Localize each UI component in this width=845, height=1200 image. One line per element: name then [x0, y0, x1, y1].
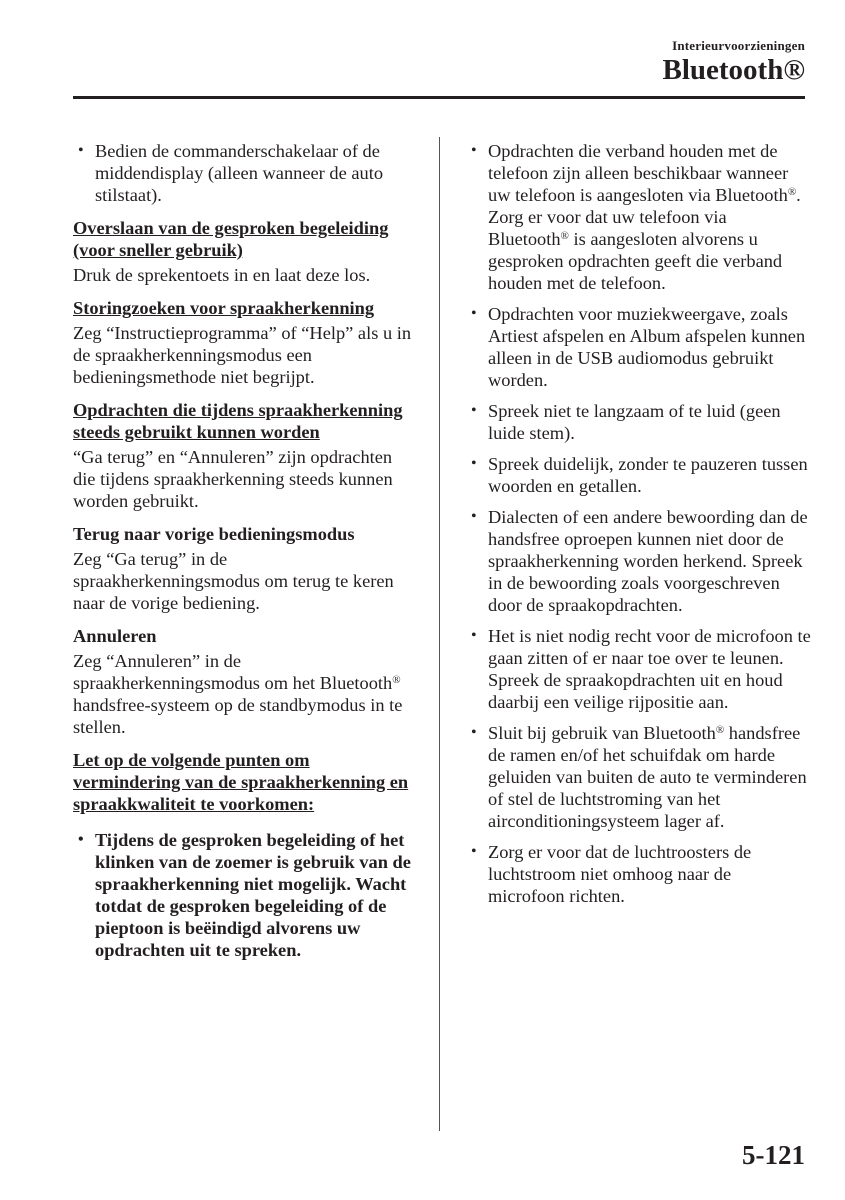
bullet-text: Tijdens de gesproken begeleiding of het klinken van de zoemer is gebruik van de spraakherkenning niet mogelijk. Wacht totdat de gesproken begeleiding of de pieptoon is beëindigd alvorens uw opdrachten uit te spreken.	[95, 830, 411, 960]
heading-troubleshooting: Storingzoeken voor spraakherkenning	[73, 298, 375, 318]
heading-cancel: Annuleren	[73, 626, 157, 646]
bullet-text: Opdrachten voor muziekweergave, zoals Artiest afspelen en Album afspelen kunnen alleen in de USB audiomodus gebruikt worden.	[488, 304, 806, 390]
list-item	[466, 400, 811, 444]
paragraph-skip-guidance: Druk de sprekentoets in en laat deze los.	[73, 265, 371, 285]
bullet-icon: •	[471, 402, 477, 419]
paragraph-always-commands: “Ga terug” en “Annuleren” zijn opdrachten die tijdens spraakherkenning steeds kunnen worden gebruikt.	[73, 447, 393, 511]
bullet-text: Zorg er voor dat de luchtroosters de luchtstroom niet omhoog naar de microfoon richten.	[488, 842, 752, 906]
bullet-icon: •	[471, 627, 477, 644]
bullet-text: Spreek duidelijk, zonder te pauzeren tussen woorden en getallen.	[488, 454, 808, 496]
bullet-text: Het is niet nodig recht voor de microfoon te gaan zitten of er naar toe over te leunen. Spreek de spraakopdrachten uit en houd daarbij een veilige rijpositie aan.	[488, 626, 811, 712]
page-title: Bluetooth®	[662, 54, 805, 86]
section-title: Interieurvoorzieningen	[672, 38, 805, 53]
paragraph-go-back: Zeg “Ga terug” in de spraakherkenningsmodus om terug te keren naar de vorige bediening.	[73, 549, 394, 613]
bullet-icon: •	[471, 305, 477, 322]
list-item	[466, 506, 811, 616]
list-item	[73, 829, 418, 961]
list-item	[466, 303, 811, 391]
list-item	[466, 625, 811, 713]
left-column	[73, 140, 418, 970]
list-item	[466, 722, 811, 832]
paragraph-troubleshooting: Zeg “Instructieprogramma” of “Help” als u in de spraakherkenningsmodus een bedieningsmethode niet begrijpt.	[73, 323, 412, 387]
bullet-text: Dialecten of een andere bewoording dan de handsfree oproepen kunnen niet door de spraakherkenning worden herkend. Spreek in de bewoording zoals voorgeschreven door de spraakopdrachten.	[488, 507, 808, 615]
bullet-text: Sluit bij gebruik van Bluetooth® handsfree de ramen en/of het schuifdak om harde geluiden van buiten de auto te verminderen of stel de luchtstroming van het airconditioningsysteem lager af.	[488, 723, 807, 831]
list-item	[466, 453, 811, 497]
page-number: 5-121	[742, 1140, 805, 1170]
registered-mark: ®	[392, 674, 401, 686]
bullet-icon: •	[78, 142, 84, 159]
bullet-text: Bedien de commanderschakelaar of de middendisplay (alleen wanneer de auto stilstaat).	[95, 141, 384, 205]
bullet-icon: •	[471, 455, 477, 472]
header-rule	[73, 96, 805, 99]
bullet-icon: •	[471, 724, 477, 741]
registered-mark: ®	[787, 186, 797, 198]
list-item	[466, 841, 811, 907]
bullet-icon: •	[471, 843, 477, 860]
bullet-text: Opdrachten die verband houden met de telefoon zijn alleen beschikbaar wanneer uw telefoon is aangesloten via Bluetooth®. Zorg er voor dat uw telefoon via Bluetooth® is aangesloten alvorens u gesproken opdrachten geeft die verband houden met de telefoon.	[488, 141, 801, 293]
registered-mark: ®	[715, 724, 725, 736]
list-item	[466, 140, 811, 294]
heading-always-commands: Opdrachten die tijdens spraakherkenning steeds gebruikt kunnen worden	[73, 400, 403, 442]
bullet-icon: •	[78, 831, 84, 848]
heading-note-points: Let op de volgende punten om vermindering van de spraakherkenning en spraakkwaliteit te voorkomen:	[73, 750, 409, 814]
heading-go-back: Terug naar vorige bedieningsmodus	[73, 524, 355, 544]
bullet-icon: •	[471, 142, 477, 159]
paragraph-cancel: Zeg “Annuleren” in de spraakherkenningsmodus om het Bluetooth® handsfree-systeem op de standbymodus in te stellen.	[73, 651, 403, 737]
heading-skip-guidance: Overslaan van de gesproken begeleiding (voor sneller gebruik)	[73, 218, 389, 260]
bullet-text: Spreek niet te langzaam of te luid (geen luide stem).	[488, 401, 781, 443]
list-item	[73, 140, 418, 206]
column-divider	[439, 137, 440, 1131]
registered-mark: ®	[560, 230, 569, 242]
bullet-icon: •	[471, 508, 477, 525]
right-column	[466, 140, 811, 916]
